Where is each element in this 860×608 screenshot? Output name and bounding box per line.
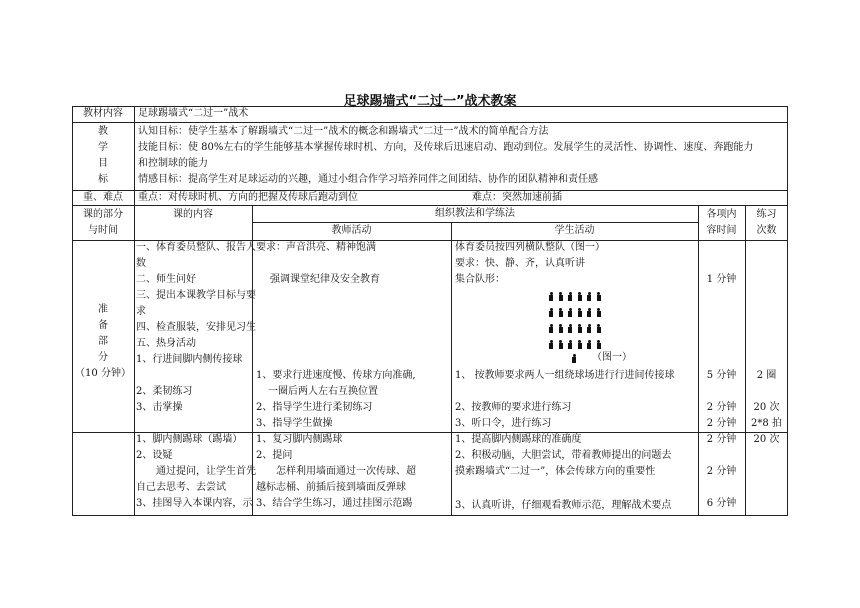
goal-cognitive: 认知目标：使学生基本了解踢墙式“二过一”战术的概念和踢墙式“二过一”战术的简单配合方法	[138, 126, 549, 137]
basic-time-3: 6 分钟	[706, 498, 737, 509]
header-content: 课的内容	[173, 209, 213, 220]
document-title: 足球踢墙式“二过一”战术教案	[343, 94, 517, 109]
prep-time-2: 2 分钟	[706, 402, 737, 413]
student-marker	[558, 340, 564, 349]
prep-content-line: 求	[136, 306, 146, 317]
basic-count-1: 20 次	[753, 434, 780, 445]
prep-content-line: 一、体育委员整队、报告人	[136, 242, 256, 253]
prep-content-line: 四、检查服装，安排见习生	[136, 322, 256, 333]
keypoints-label: 重、难点	[83, 192, 123, 203]
student-marker	[577, 340, 583, 349]
prep-phase-time: （10 分钟）	[75, 368, 131, 379]
prep-phase-char: 分	[98, 352, 108, 363]
student-marker	[596, 324, 602, 333]
prep-student-0b: 要求：快、静、齐，认真听讲	[455, 258, 585, 269]
goal-affective: 情感目标：提高学生对足球运动的兴趣，通过小组合作学习培养同伴之间团结、协作的团队精神和责任感	[138, 174, 598, 185]
prep-time-3: 2 分钟	[706, 418, 737, 429]
header-time: 各项内	[706, 209, 737, 220]
prep-phase-char: 准	[98, 304, 108, 315]
student-marker	[567, 308, 573, 317]
student-marker	[558, 308, 564, 317]
formation-figure-label: （图一）	[592, 352, 632, 363]
student-marker	[548, 308, 554, 317]
student-marker	[558, 292, 564, 301]
goals-label-char: 标	[98, 174, 108, 185]
goals-label-char: 目	[98, 158, 108, 169]
prep-phase-char: 备	[98, 320, 108, 331]
student-marker	[586, 292, 592, 301]
prep-content-line: 二、师生问好	[136, 274, 196, 285]
prep-teacher-safety: 强调课堂纪律及安全教育	[270, 274, 380, 285]
student-marker	[577, 308, 583, 317]
lesson-plan-table	[72, 106, 788, 516]
student-marker	[548, 340, 554, 349]
basic-teacher-line: 1、复习脚内侧踢球	[256, 434, 343, 445]
student-marker	[548, 324, 554, 333]
basic-time-1: 2 分钟	[706, 434, 737, 445]
prep-content-line: 2、柔韧练习	[136, 386, 193, 397]
prep-content-line: 三、提出本课教学目标与要	[136, 290, 256, 301]
prep-count-3: 2*8 拍	[751, 418, 782, 429]
header-count-sub: 次数	[756, 225, 777, 236]
prep-count-1: 2 圈	[756, 370, 777, 381]
student-marker	[586, 340, 592, 349]
prep-student-2: 2、按教师的要求进行练习	[455, 402, 572, 413]
student-marker	[596, 292, 602, 301]
basic-content-line: 3、挂图导入本课内容，示	[136, 498, 253, 509]
prep-content-line: 1、行进间脚内侧传接球	[136, 354, 243, 365]
basic-student-line: 1、提高脚内侧踢球的准确度	[455, 434, 582, 445]
student-marker	[586, 308, 592, 317]
topic-label: 教材内容	[83, 108, 123, 119]
prep-student-1: 1、 按教师要求两人一组绕球场进行行进间传接球	[455, 370, 675, 381]
goals-label-char: 教	[98, 126, 108, 137]
header-phase-sub: 与时间	[88, 225, 118, 236]
basic-teacher-line: 越标志桶、前插后接到墙面反弹球	[256, 482, 406, 493]
prep-teacher-1: 1、要求行进速度慢、传球方向准确,	[256, 370, 416, 381]
prep-student-0c: 集合队形：	[455, 274, 505, 285]
header-count: 练习	[756, 209, 777, 220]
prep-phase-char: 部	[98, 336, 108, 347]
basic-content-line: 2、设疑	[136, 450, 173, 461]
basic-student-line: 摸索踢墙式“二过一”，体会传球方向的重要性	[455, 466, 656, 477]
basic-teacher-line: 3、结合学生练习，通过挂图示范踢	[256, 498, 413, 509]
basic-teacher-line: 怎样利用墙面通过一次传球、超	[276, 466, 416, 477]
student-marker	[567, 340, 573, 349]
basic-time-2: 2 分钟	[706, 466, 737, 477]
basic-teacher-line: 2、提问	[256, 450, 293, 461]
prep-teacher-3: 3、指导学生做操	[256, 418, 333, 429]
student-marker	[596, 308, 602, 317]
prep-student-0: 体育委员按四列横队整队（图一）	[455, 242, 605, 253]
prep-teacher-2: 2、指导学生进行柔韧练习	[256, 402, 373, 413]
keypoints-key: 重点：对传球时机、方向的把握及传球后跑动到位	[138, 192, 358, 203]
basic-student-line: 2、积极动脑，大胆尝试，带着教师提出的问题去	[455, 450, 672, 461]
header-org: 组织教法和学练法	[435, 208, 515, 219]
prep-time-1: 5 分钟	[706, 370, 737, 381]
topic-value: 足球踢墙式“二过一”战术	[138, 108, 249, 119]
prep-teacher-1b: 一圈后两人左右互换位置	[268, 386, 378, 397]
header-time-sub: 容时间	[706, 225, 737, 236]
basic-student-line: 3、认真听讲，仔细观看教师示范，理解战术要点	[455, 500, 672, 511]
header-teacher: 教师活动	[331, 225, 372, 236]
goal-skill-cont: 和控制球的能力	[138, 158, 208, 169]
prep-content-line: 数	[136, 258, 146, 269]
student-marker	[586, 324, 592, 333]
prep-count-2: 20 次	[753, 402, 780, 413]
prep-content-line: 3、击掌操	[136, 402, 183, 413]
basic-content-line: 通过提问，让学生首先	[156, 466, 256, 477]
prep-student-3: 3、听口令，进行练习	[455, 418, 552, 429]
prep-teacher-req: 要求：声音洪亮、精神饱满	[256, 242, 376, 253]
basic-content-line: 自己去思考、去尝试	[136, 482, 226, 493]
header-phase: 课的部分	[83, 209, 123, 220]
basic-content-line: 1、脚内侧踢球（踢墙）	[136, 434, 243, 445]
student-marker	[577, 292, 583, 301]
student-marker	[596, 340, 602, 349]
goals-label-char: 学	[98, 142, 108, 153]
prep-time-0: 1 分钟	[706, 274, 737, 285]
student-marker	[567, 292, 573, 301]
keypoints-difficulty: 难点：突然加速前插	[472, 192, 562, 203]
student-marker	[558, 324, 564, 333]
student-marker	[567, 324, 573, 333]
prep-content-line: 五、热身活动	[136, 338, 196, 349]
teacher-marker	[571, 354, 577, 363]
student-marker	[577, 324, 583, 333]
student-marker	[548, 292, 554, 301]
header-student: 学生活动	[554, 225, 595, 236]
goal-skill: 技能目标：使 80%左右的学生能够基本掌握传球时机、方向，及传球后迅速启动、跑动到位。发展学生的灵活性、协调性、速度、奔跑能力	[138, 142, 754, 153]
